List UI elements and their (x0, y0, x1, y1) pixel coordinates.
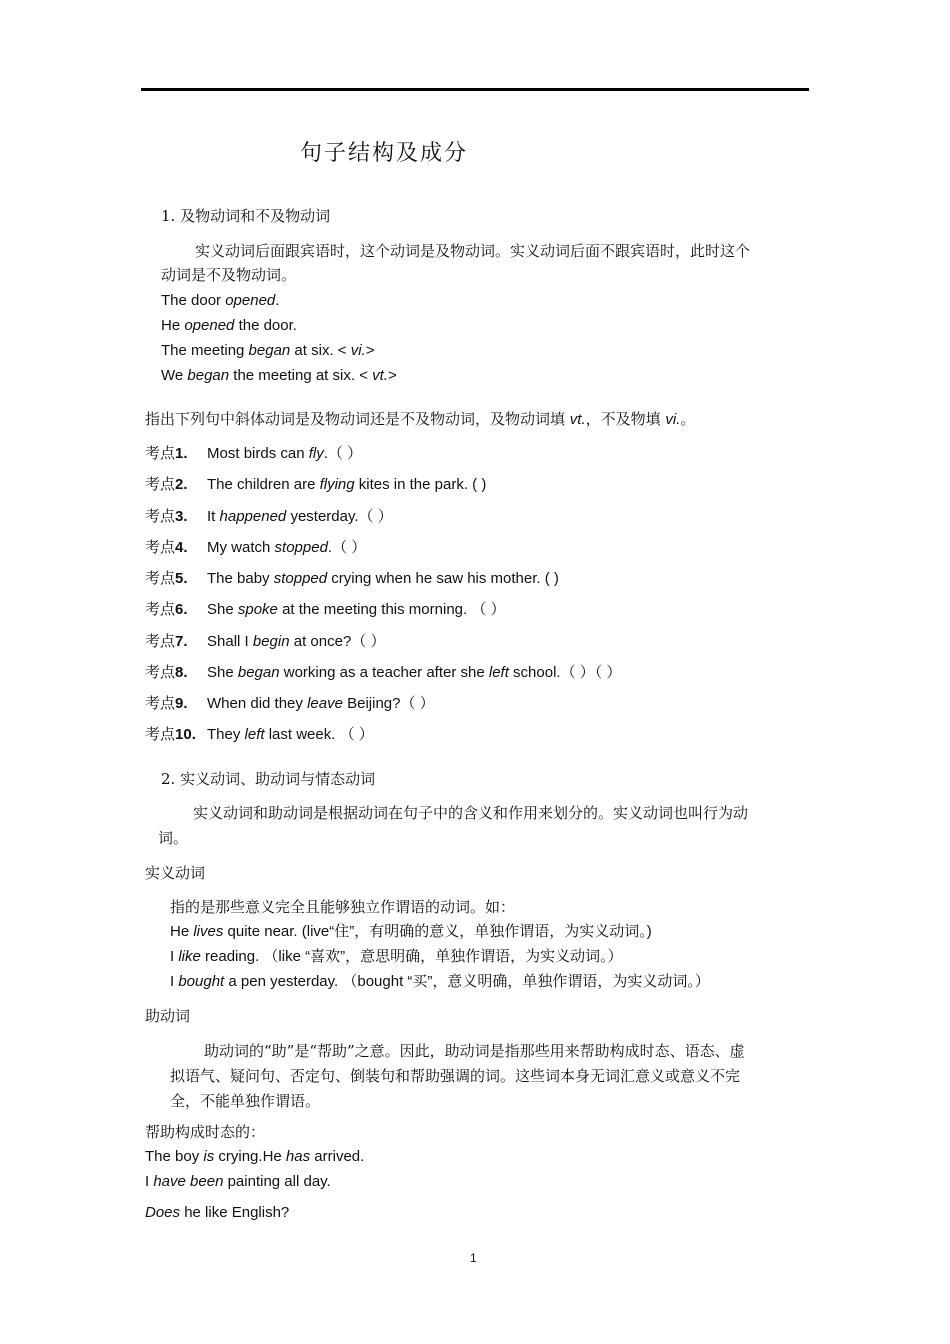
question-item: 考点4. My watch stopped.（ ） (145, 538, 367, 556)
question-item: 考点5. The baby stopped crying when he saw his mother. ( ) (145, 569, 559, 587)
auxiliary-para-line2: 拟语气、疑问句、否定句、倒装句和帮助强调的词。这些词本身无词汇意义或意义不完 (170, 1067, 741, 1085)
auxiliary-para-line1: 助动词的“助”是“帮助”之意。因此，助动词是指那些用来帮助构成时态、语态、虚 (204, 1042, 745, 1060)
example-sentence: I like reading. （like “喜欢”，意思明确，单独作谓语，为实义动词。） (170, 948, 623, 965)
section1-heading: 1. 及物动词和不及物动词 (161, 207, 331, 225)
example-sentence: Does he like English? (145, 1204, 290, 1221)
exercise-instruction: 指出下列句中斜体动词是及物动词还是不及物动词，及物动词填 vt.，不及物填 vi.。 (145, 410, 696, 428)
example-sentence: I bought a pen yesterday. （bought “买”，意义明确，单独作谓语，为实义动词。） (170, 973, 710, 990)
question-item: 考点3. It happened yesterday.（ ） (145, 507, 393, 525)
example-sentence: We began the meeting at six. < vt.> (161, 367, 397, 384)
header-rule (141, 88, 809, 91)
example-sentence: He opened the door. (161, 317, 297, 334)
question-item: 考点1. Most birds can fly.（ ） (145, 444, 363, 462)
example-sentence: The meeting began at six. < vi.> (161, 342, 375, 359)
page-title: 句子结构及成分 (300, 141, 469, 166)
notional-verb-heading: 实义动词 (145, 864, 206, 882)
section2-para-line1: 实义动词和助动词是根据动词在句子中的含义和作用来划分的。实义动词也叫行为动 (193, 804, 749, 822)
auxiliary-verb-heading: 助动词 (145, 1007, 191, 1025)
notional-verb-intro: 指的是那些意义完全且能够独立作谓语的动词。如： (170, 898, 516, 916)
question-item: 考点9. When did they leave Beijing?（ ） (145, 694, 435, 712)
example-sentence: The boy is crying.He has arrived. (145, 1148, 365, 1165)
auxiliary-para-line3: 全，不能单独作谓语。 (170, 1092, 321, 1110)
tense-heading: 帮助构成时态的： (145, 1123, 266, 1141)
example-sentence: He lives quite near. (live“住”，有明确的意义，单独作谓语，为实义动词。) (170, 923, 652, 940)
section2-heading: 2. 实义动词、助动词与情态动词 (161, 770, 376, 788)
question-item: 考点6. She spoke at the meeting this morning. （ ） (145, 600, 506, 618)
question-item: 考点2. The children are flying kites in the park. ( ) (145, 475, 487, 493)
page-number: 1 (470, 1251, 477, 1265)
question-item: 考点7. Shall I begin at once?（ ） (145, 632, 386, 650)
example-sentence: The door opened. (161, 292, 280, 309)
section1-para-line1: 实义动词后面跟宾语时，这个动词是及物动词。实义动词后面不跟宾语时，此时这个 (195, 242, 751, 260)
section1-para-line2: 动词是不及物动词。 (161, 266, 297, 284)
example-sentence: I have been painting all day. (145, 1173, 331, 1190)
question-item: 考点10. They left last week. （ ） (145, 725, 374, 743)
question-item: 考点8. She began working as a teacher after she left school.（ ）（ ） (145, 663, 622, 681)
section2-para-line2: 词。 (158, 829, 189, 847)
